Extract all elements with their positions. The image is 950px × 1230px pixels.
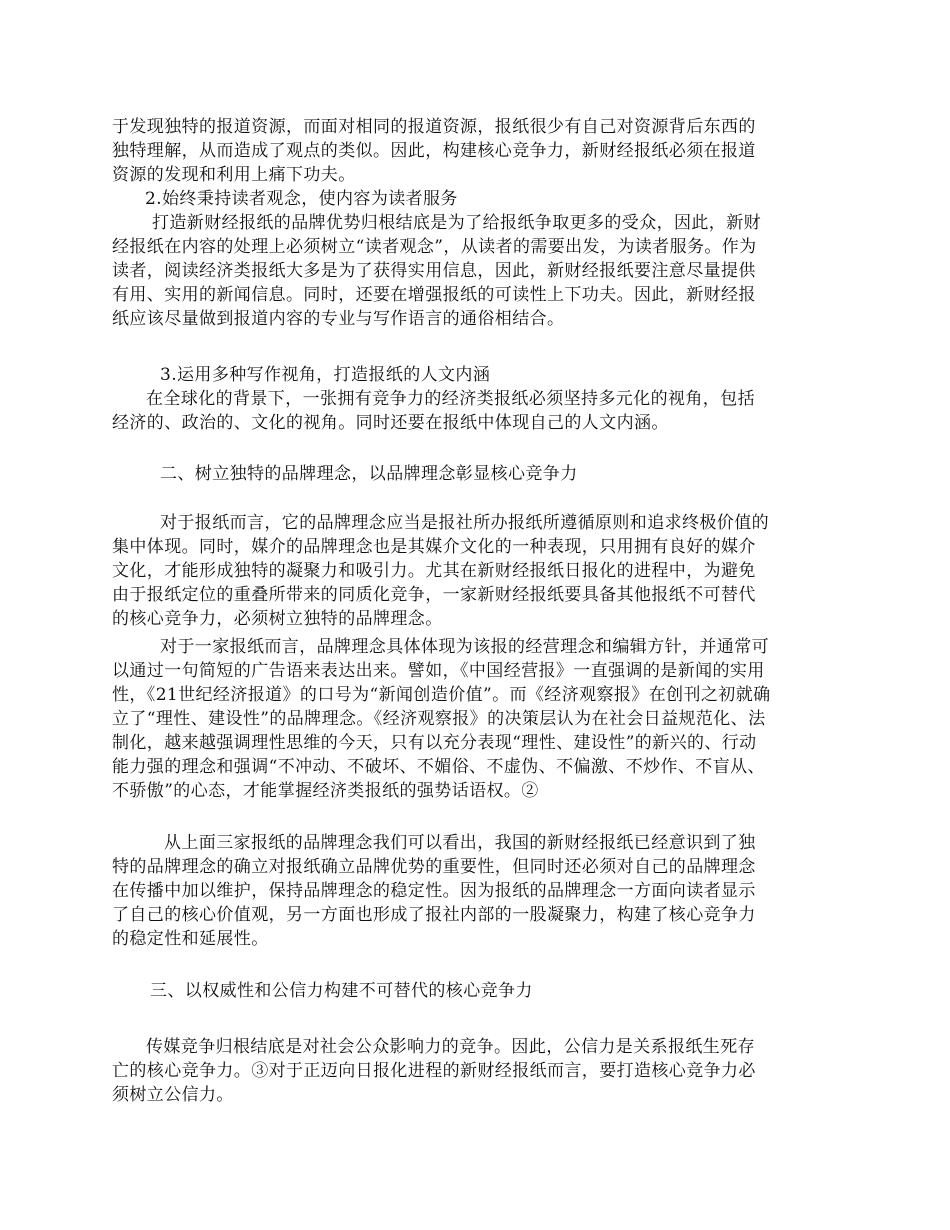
paragraph-brand-concept-summary: 从上面三家报纸的品牌理念我们可以看出，我国的新财经报纸已经意识到了独特的品牌理念的确立对报纸确立品牌优势的重要性，但同时还必须对自己的品牌理念在传播中加以维护，保持品牌理念的稳定性。因为报纸的品牌理念一方面向读者显示了自己的核心价值观，另一方面也形成了报社内部的一股凝聚力，构建了核心竞争力的稳定性和延展性。 — [112, 833, 756, 949]
paragraph-reader-service: 打造新财经报纸的品牌优势归根结底是为了给报纸争取更多的受众，因此，新财经报纸在内容的处理上必须树立“读者观念”，从读者的需要出发，为读者服务。作为读者，阅读经济类报纸大多是为了获得实用信息，因此，新财经报纸要注意尽量提供有用、实用的新闻信息。同时，还要在增强报纸的可读性上下功夫。因此，新财经报纸应该尽量做到报道内容的专业与写作语言的通俗相结合。 — [112, 213, 761, 329]
paragraph-credibility: 传媒竞争归根结底是对社会公众影响力的竞争。因此，公信力是关系报纸生死存亡的核心竞争力。③对于正迈向日报化进程的新财经报纸而言，要打造核心竞争力必须树立公信力。 — [112, 1037, 756, 1105]
subheading-reader-concept: 2.始终秉持读者观念，使内容为读者服务 — [145, 189, 458, 209]
paragraph-brand-concept-examples: 对于一家报纸而言，品牌理念具体体现为该报的经营理念和编辑方针，并通常可以通过一句简短的广告语来表达出来。譬如，《中国经营报》一直强调的是新闻的实用性，《21世纪经济报道》的口号为“新闻创造价值”。而《经济观察报》在创刊之初就确立了“理性、建设性”的品牌理念。《经济观察报》的决策层认为在社会日益规范化、法制化，越来越强调理性思维的今天，只有以充分表现“理性、建设性”的新兴的、行动能力强的理念和强调“不冲动、不破坏、不媚俗、不虚伪、不偏激、不炒作、不盲从、不骄傲”的心态，才能掌握经济类报纸的强势话语权。② — [112, 637, 771, 801]
section-heading-credibility: 三、以权威性和公信力构建不可替代的核心竞争力 — [150, 981, 533, 1001]
paragraph-brand-concept-definition: 对于报纸而言，它的品牌理念应当是报社所办报纸所遵循原则和追求终极价值的集中体现。同时，媒介的品牌理念也是其媒介文化的一种表现，只用拥有良好的媒介文化，才能形成独特的凝聚力和吸引力。尤其在新财经报纸日报化的进程中，为避免由于报纸定位的重叠所带来的同质化竞争，一家新财经报纸要具备其他报纸不可替代的核心竞争力，必须树立独特的品牌理念。 — [112, 513, 769, 629]
paragraph-resource-discovery: 于发现独特的报道资源，而面对相同的报道资源，报纸很少有自己对资源背后东西的独特理解，从而造成了观点的类似。因此，构建核心竞争力，新财经报纸必须在报道资源的发现和利用上痛下功夫。 — [112, 117, 756, 185]
subheading-writing-perspective: 3.运用多种写作视角，打造报纸的人文内涵 — [160, 365, 491, 385]
section-heading-brand-concept: 二、树立独特的品牌理念，以品牌理念彰显核心竞争力 — [160, 464, 578, 484]
paragraph-global-perspective: 在全球化的背景下，一张拥有竞争力的经济类报纸必须坚持多元化的视角，包括经济的、政治的、文化的视角。同时还要在报纸中体现自己的人文内涵。 — [112, 389, 755, 433]
